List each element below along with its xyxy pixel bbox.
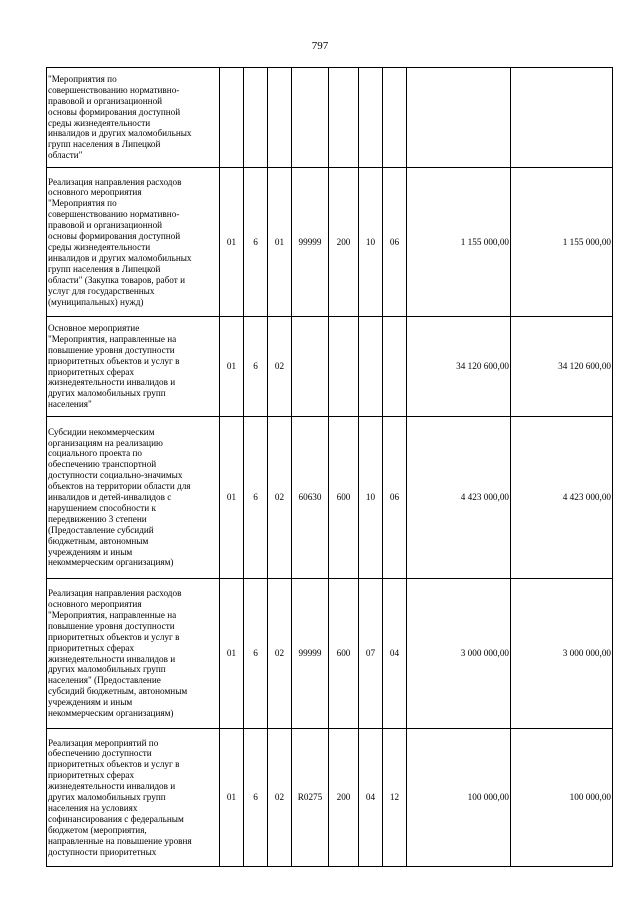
amount-cell: 100 000,00	[511, 729, 613, 867]
amount-cell: 34 120 600,00	[511, 317, 613, 417]
code-cell: 200	[329, 168, 359, 317]
amount-cell: 4 423 000,00	[511, 417, 613, 579]
code-cell: 10	[359, 417, 383, 579]
table-row	[47, 579, 613, 729]
code-cell: R0275	[292, 729, 329, 867]
code-cell: 12	[383, 729, 407, 867]
code-cell: 01	[220, 168, 244, 317]
code-cell: 6	[244, 417, 268, 579]
code-cell: 01	[268, 168, 292, 317]
table-row	[47, 729, 613, 867]
amount-cell	[407, 68, 511, 168]
code-cell: 6	[244, 168, 268, 317]
amount-cell: 100 000,00	[407, 729, 511, 867]
row-name-cell: Субсидии некоммерческим организациям на реализацию социального проекта по обеспечению транспортной доступности социально-значимых объектов на территории области для инвалидов и детей-инвалидов с нарушением способности к передвижению 3 степени (Предоставление субсидий бюджетным, автономным учреждениям и иным некоммерческим организациям)	[47, 417, 220, 579]
row-name-cell: Реализация направления расходов основного мероприятия "Мероприятия, направленные на повышение уровня доступности приоритетных объектов и услуг в приоритетных сферах жизнедеятельности инвалидов и других маломобильных групп населения" (Предоставление субсидий бюджетным, автономным учреждениям и иным некоммерческим организациям)	[47, 579, 220, 729]
table-row	[47, 68, 613, 168]
code-cell	[244, 68, 268, 168]
amount-cell: 1 155 000,00	[407, 168, 511, 317]
page-number: 797	[311, 40, 329, 52]
code-cell: 6	[244, 729, 268, 867]
code-cell: 99999	[292, 579, 329, 729]
code-cell: 6	[244, 579, 268, 729]
code-cell	[292, 68, 329, 168]
table-row	[47, 317, 613, 417]
row-name-cell: Реализация направления расходов основного мероприятия "Мероприятия по совершенствованию нормативно- правовой и организационной основы формирования доступной среды жизнедеятельности инвалидов и других маломобильных групп населения в Липецкой области" (Закупка товаров, работ и услуг для государственных (муниципальных) нужд)	[47, 168, 220, 317]
code-cell: 60630	[292, 417, 329, 579]
amount-cell: 34 120 600,00	[407, 317, 511, 417]
code-cell	[329, 317, 359, 417]
amount-cell: 3 000 000,00	[511, 579, 613, 729]
code-cell: 01	[220, 579, 244, 729]
code-cell: 10	[359, 168, 383, 317]
amount-cell: 3 000 000,00	[407, 579, 511, 729]
code-cell: 04	[359, 729, 383, 867]
code-cell: 6	[244, 317, 268, 417]
budget-table	[46, 67, 613, 867]
amount-cell	[511, 68, 613, 168]
code-cell: 200	[329, 729, 359, 867]
code-cell	[359, 317, 383, 417]
code-cell	[383, 317, 407, 417]
amount-cell: 1 155 000,00	[511, 168, 613, 317]
table-row	[47, 417, 613, 579]
code-cell: 06	[383, 417, 407, 579]
amount-cell: 4 423 000,00	[407, 417, 511, 579]
code-cell	[220, 68, 244, 168]
row-name-cell: "Мероприятия по совершенствованию нормативно- правовой и организационной основы формирования доступной среды жизнедеятельности инвалидов и других маломобильных групп населения в Липецкой области"	[47, 68, 220, 168]
code-cell: 02	[268, 417, 292, 579]
code-cell	[383, 68, 407, 168]
code-cell	[359, 68, 383, 168]
code-cell: 02	[268, 729, 292, 867]
code-cell	[268, 68, 292, 168]
code-cell: 600	[329, 579, 359, 729]
code-cell: 06	[383, 168, 407, 317]
code-cell: 07	[359, 579, 383, 729]
code-cell: 99999	[292, 168, 329, 317]
row-name-cell: Реализация мероприятий по обеспечению доступности приоритетных объектов и услуг в приоритетных сферах жизнедеятельности инвалидов и других маломобильных групп населения на условиях софинансирования с федеральным бюджетом (мероприятия, направленные на повышение уровня доступности приоритетных	[47, 729, 220, 867]
row-name-cell: Основное мероприятие "Мероприятия, направленные на повышение уровня доступности приоритетных объектов и услуг в приоритетных сферах жизнедеятельности инвалидов и других маломобильных групп населения"	[47, 317, 220, 417]
code-cell: 01	[220, 317, 244, 417]
code-cell	[292, 317, 329, 417]
code-cell: 600	[329, 417, 359, 579]
code-cell	[329, 68, 359, 168]
code-cell: 02	[268, 579, 292, 729]
code-cell: 01	[220, 417, 244, 579]
code-cell: 01	[220, 729, 244, 867]
table-row	[47, 168, 613, 317]
code-cell: 04	[383, 579, 407, 729]
code-cell: 02	[268, 317, 292, 417]
